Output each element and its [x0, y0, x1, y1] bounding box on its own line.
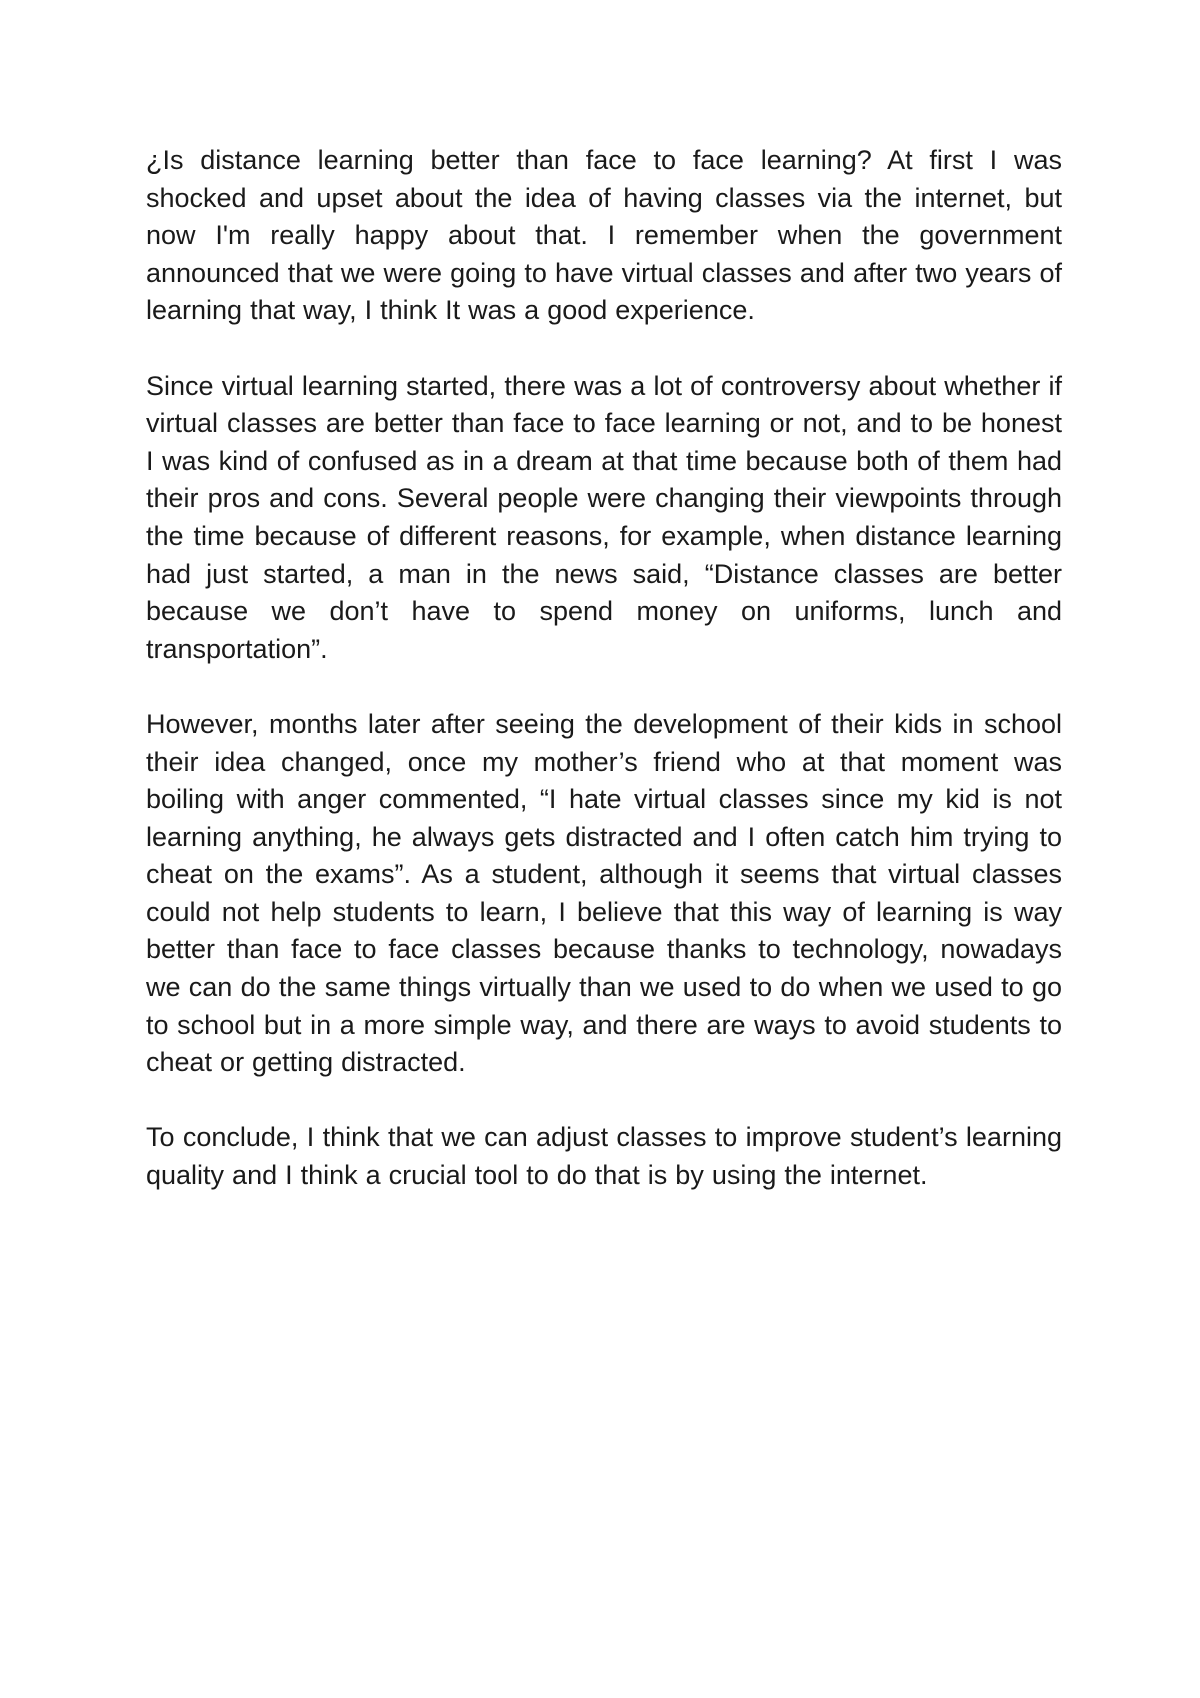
paragraph-conclusion: To conclude, I think that we can adjust classes to improve student’s learning quality and I think a crucial tool to do that is by using the internet. — [146, 1122, 1062, 1191]
paragraph-introduction: ¿Is distance learning better than face to face learning? At first I was shocked and upset about the idea of having classes via the internet, but now I'm really happy about that. I remember when the government announced that we were going to have virtual classes and after two years of learning that way, I think It was a good experience. — [146, 145, 1062, 326]
essay-body — [146, 142, 1062, 1195]
paragraph-controversy: Since virtual learning started, there was a lot of controversy about whether if virtual classes are better than face to face learning or not, and to be honest I was kind of confused as in a dream at that time because both of them had their pros and cons. Several people were changing their viewpoints through the time because of different reasons, for example, when distance learning had just started, a man in the news said, “Distance classes are better because we don’t have to spend money on uniforms, lunch and transportation”. — [146, 370, 1062, 664]
paragraph-opinion: However, months later after seeing the development of their kids in school their idea changed, once my mother’s friend who at that moment was boiling with anger commented, “I hate virtual classes since my kid is not learning anything, he always gets distracted and I often catch him trying to cheat on the exams”. As a student, although it seems that virtual classes could not help students to learn, I believe that this way of learning is way better than face to face classes because thanks to technology, nowadays we can do the same things virtually than we used to do when we used to go to school but in a more simple way, and there are ways to avoid students to cheat or getting distracted. — [146, 708, 1062, 1078]
